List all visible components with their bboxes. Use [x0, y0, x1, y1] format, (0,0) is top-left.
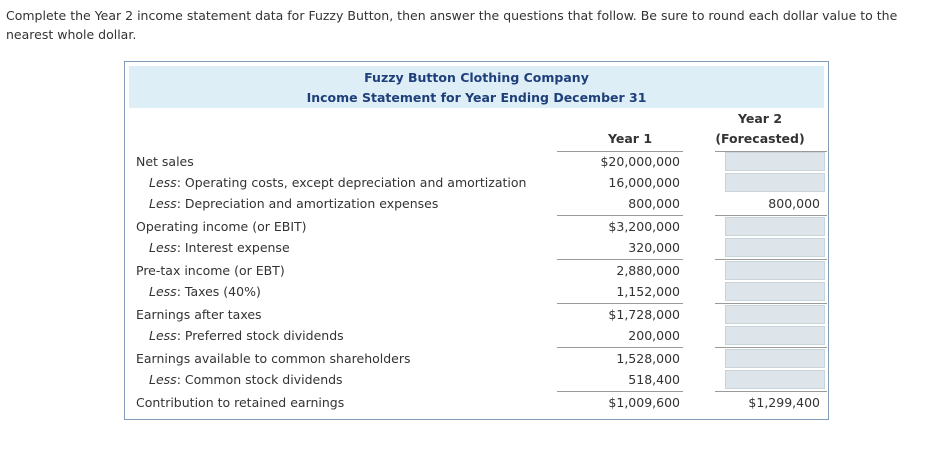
year2-value: $1,299,400	[748, 395, 820, 410]
row-label	[149, 328, 344, 343]
subtotal-rule	[557, 303, 683, 304]
year2-input-field[interactable]	[725, 238, 825, 257]
year2-input-field[interactable]	[725, 217, 825, 236]
row-label-text: : Preferred stock dividends	[176, 328, 344, 343]
subtotal-rule	[715, 259, 827, 260]
year1-value: 320,000	[628, 240, 680, 255]
statement-subtitle: Income Statement for Year Ending December 31	[306, 90, 647, 105]
row-label-text: Net sales	[136, 154, 194, 169]
row-label	[149, 372, 343, 387]
row-label-text: : Interest expense	[176, 240, 290, 255]
row-label-text: Earnings after taxes	[136, 307, 262, 322]
year1-value: $1,728,000	[608, 307, 680, 322]
year2-input-field[interactable]	[725, 305, 825, 324]
year1-value: 200,000	[628, 328, 680, 343]
year1-value: $20,000,000	[600, 154, 680, 169]
year1-value: 16,000,000	[608, 175, 680, 190]
statement-title-band	[129, 66, 824, 108]
less-prefix: Less	[149, 328, 177, 343]
subtotal-rule	[557, 391, 683, 392]
row-label	[136, 154, 194, 169]
row-label-text: : Taxes (40%)	[176, 284, 261, 299]
subtotal-rule	[557, 259, 683, 260]
year1-value: 1,152,000	[616, 284, 680, 299]
row-label-text: : Common stock dividends	[176, 372, 343, 387]
row-label	[136, 307, 262, 322]
year2-input-field[interactable]	[725, 349, 825, 368]
row-label-text: Earnings available to common shareholders	[136, 351, 411, 366]
year2-input-field[interactable]	[725, 261, 825, 280]
row-label-text: Pre-tax income (or EBT)	[136, 263, 285, 278]
subtotal-rule	[715, 215, 827, 216]
year1-value: 800,000	[628, 196, 680, 211]
less-prefix: Less	[149, 175, 177, 190]
year1-value: 2,880,000	[616, 263, 680, 278]
year2-value: 800,000	[768, 196, 820, 211]
year2-input-field[interactable]	[725, 326, 825, 345]
row-label-text: Operating income (or EBIT)	[136, 219, 307, 234]
instructions-text: Complete the Year 2 income statement data for Fuzzy Button, then answer the questions that follow. Be sure to round each dollar value to the nearest whole dollar.	[6, 8, 898, 42]
year2-input-field[interactable]	[725, 173, 825, 192]
row-label	[136, 219, 307, 234]
row-label	[149, 284, 261, 299]
subtotal-rule	[557, 215, 683, 216]
subtotal-rule	[557, 347, 683, 348]
subtotal-rule	[715, 391, 827, 392]
less-prefix: Less	[149, 372, 177, 387]
income-statement-panel	[124, 61, 829, 420]
year1-header-rule	[557, 151, 683, 152]
row-label	[149, 240, 290, 255]
year1-value: 518,400	[628, 372, 680, 387]
year1-value: $1,009,600	[608, 395, 680, 410]
year1-value: $3,200,000	[608, 219, 680, 234]
row-label	[136, 395, 344, 410]
year2-header: Year 2	[737, 111, 783, 126]
year2-input-field[interactable]	[725, 152, 825, 171]
row-label-text: : Depreciation and amortization expenses	[176, 196, 439, 211]
company-name: Fuzzy Button Clothing Company	[364, 70, 589, 85]
row-label-text: : Operating costs, except depreciation and amortization	[176, 175, 527, 190]
year2-input-field[interactable]	[725, 370, 825, 389]
year2-forecast-header: (Forecasted)	[715, 131, 805, 146]
year2-input-field[interactable]	[725, 282, 825, 301]
row-label-text: Contribution to retained earnings	[136, 395, 345, 410]
less-prefix: Less	[149, 240, 177, 255]
row-label	[149, 175, 526, 190]
subtotal-rule	[715, 347, 827, 348]
row-label	[149, 196, 438, 211]
year1-header: Year 1	[607, 131, 653, 146]
subtotal-rule	[715, 303, 827, 304]
row-label	[136, 351, 411, 366]
year1-value: 1,528,000	[616, 351, 680, 366]
less-prefix: Less	[149, 196, 177, 211]
less-prefix: Less	[149, 284, 177, 299]
row-label	[136, 263, 285, 278]
